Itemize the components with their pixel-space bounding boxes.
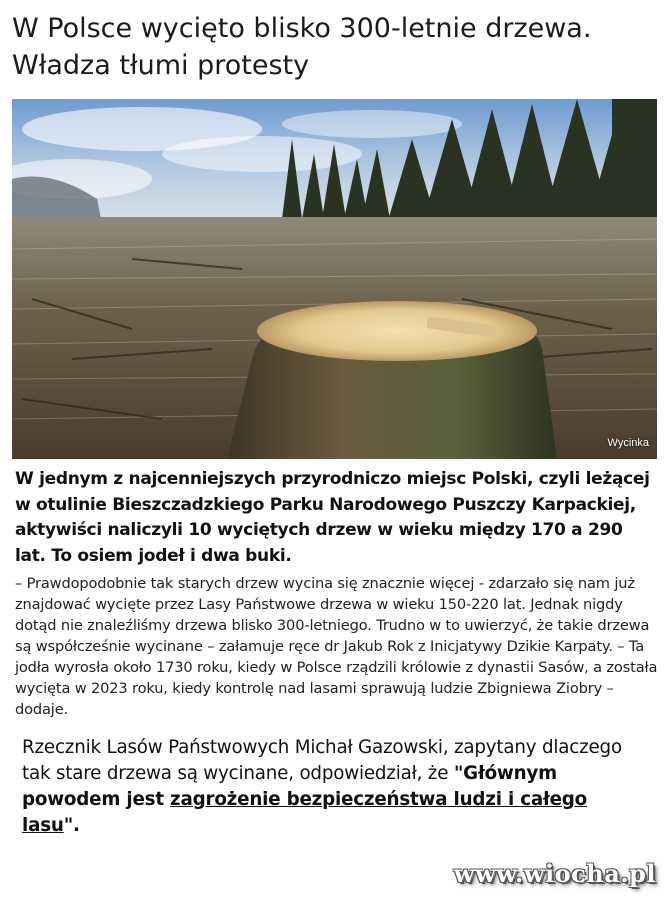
article-body: – Prawdopodobnie tak starych drzew wycina się znacznie więcej - zdarzało się nam już znajdować wycięte przez Lasy Państwowe drzewa w wieku 150-220 lat. Jednak nigdy dotąd nie znaleźliśmy drzewa blisko 300-letniego. Trudno w to uwierzyć, że takie drzewa są współcześnie wycinane – załamuje ręce dr Jakub Rok z Inicjatywy Dzikie Karpaty. – Ta jodła wyrosła około 1730 roku, kiedy w Polsce rządzili królowie z dynastii Sasów, a została wycięta w 2023 roku, kiedy kontrolę nad lasami sprawują ludzie Zbigniewa Ziobry – dodaje. [15,575,658,718]
quote-intro: Rzecznik Lasów Państwowych Michał Gazowski, zapytany dlaczego tak stare drzewa są wycinane, odpowiedział, że [22,737,622,784]
article-lead: W jednym z najcenniejszych przyrodniczo miejsc Polski, czyli leżącej w otulinie Bieszczadzkiego Parku Narodowego Puszczy Karpackiej, aktywiści naliczyli 10 wyciętych drzew w wieku między 170 a 290 lat. To osiem jodeł i dwa buki. [15,469,650,566]
spokesperson-quote [22,735,642,839]
quote-bold-end: ". [63,815,80,836]
site-watermark: www.wiocha.pl [453,859,656,888]
quote-underlined: zagrożenie bezpieczeństwa ludzi i całego lasu [22,789,588,836]
photo-caption: Wycinka [607,437,649,449]
clearcut-forest-image [12,99,657,459]
quote-bold-start: "Głównym powodem jest [22,763,558,810]
article-photo [12,99,657,459]
headline-line-1: W Polsce wycięto blisko 300-letnie drzewa. [12,13,592,44]
headline [12,10,652,84]
headline-line-2: Władza tłumi protesty [12,50,310,81]
